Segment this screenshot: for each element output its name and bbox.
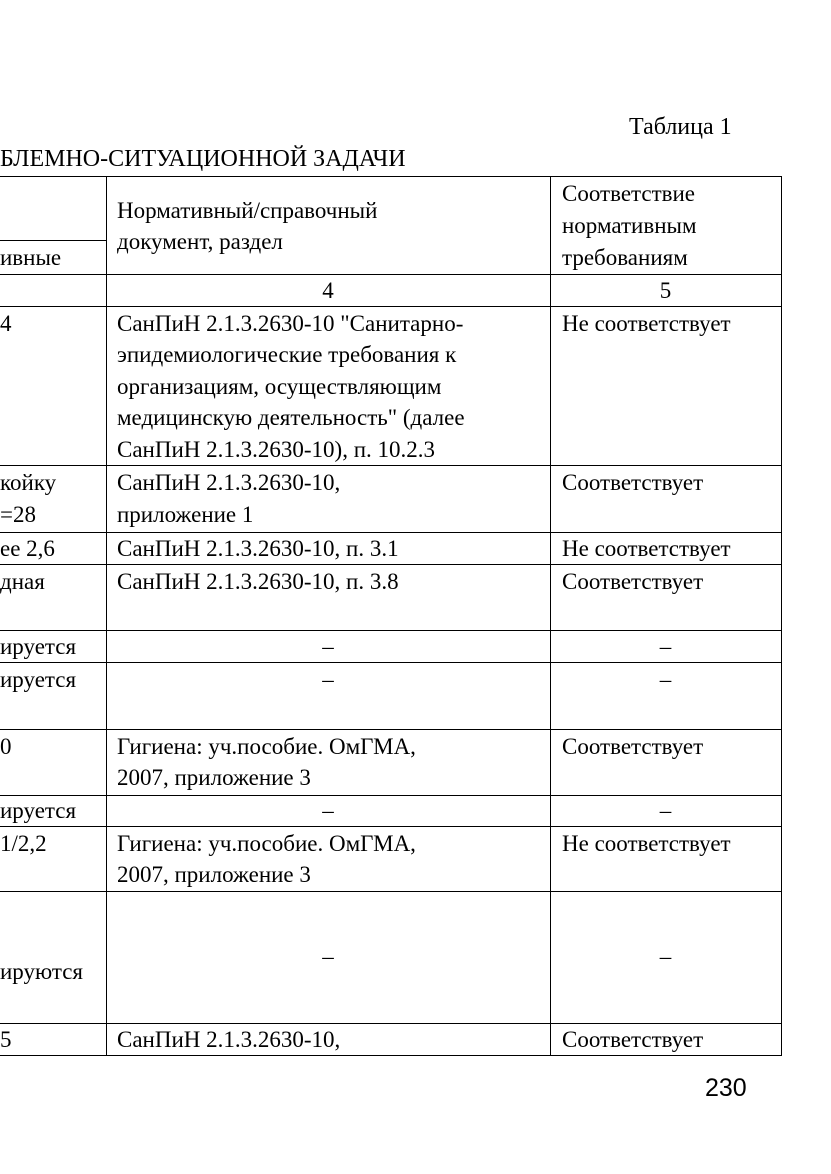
header-compliance-line: требованиям (562, 245, 688, 270)
row-document-dash: – (322, 634, 334, 659)
row-document-line: СанПиН 2.1.3.2630-10, п. 3.1 (117, 536, 399, 561)
row-compliance: Соответствует (562, 569, 704, 594)
table-rule (0, 729, 782, 730)
row-value: койку (0, 470, 57, 495)
row-compliance: Соответствует (562, 734, 704, 759)
header-first-column: ивные (0, 245, 62, 270)
row-document-dash: – (322, 944, 334, 969)
row-document-line: СанПиН 2.1.3.2630-10, п. 3.8 (117, 569, 399, 594)
row-document-line: медицинскую деятельность" (далее (117, 405, 465, 430)
row-value: 5 (0, 1027, 12, 1052)
row-document-line: организациям, осуществляющим (117, 374, 442, 399)
row-document-line: 2007, приложение 3 (117, 862, 311, 887)
header-document-line: документ, раздел (117, 229, 283, 254)
row-document-line: Гигиена: уч.пособие. ОмГМА, (117, 831, 416, 856)
row-value: ируется (0, 667, 77, 692)
row-compliance-dash: – (659, 798, 672, 823)
row-value: ируется (0, 798, 77, 823)
table-heading: БЛЕМНО-СИТУАЦИОННОЙ ЗАДАЧИ (0, 146, 406, 172)
table-rule (550, 176, 551, 1056)
table-rule (0, 176, 782, 177)
table-rule (106, 176, 107, 1056)
table-rule (0, 891, 782, 892)
row-compliance: Не соответствует (562, 536, 731, 561)
row-document-line: СанПиН 2.1.3.2630-10, (117, 470, 341, 495)
row-document-line: СанПиН 2.1.3.2630-10, (117, 1027, 341, 1052)
row-compliance: Не соответствует (562, 311, 731, 336)
row-compliance: Не соответствует (562, 831, 731, 856)
column-number: 5 (659, 278, 672, 303)
row-compliance: Соответствует (562, 470, 704, 495)
row-document-line: Гигиена: уч.пособие. ОмГМА, (117, 734, 416, 759)
page-number: 230 (705, 1074, 747, 1102)
row-document-dash: – (322, 667, 334, 692)
header-document-line: Нормативный/справочный (117, 198, 378, 223)
row-document-line: СанПиН 2.1.3.2630-10), п. 10.2.3 (117, 437, 436, 462)
row-value: дная (0, 569, 45, 594)
table-label: Таблица 1 (629, 114, 732, 140)
header-compliance-line: нормативным (562, 213, 697, 238)
row-document-dash: – (322, 798, 334, 823)
column-number: 4 (322, 278, 334, 303)
row-compliance: Соответствует (562, 1027, 704, 1052)
row-value: ируются (0, 959, 84, 984)
row-document-line: 2007, приложение 3 (117, 765, 311, 790)
row-compliance-dash: – (659, 634, 672, 659)
row-document-line: приложение 1 (117, 502, 254, 527)
row-value: ируется (0, 634, 77, 659)
row-value: =28 (0, 502, 36, 527)
header-compliance-line: Соответствие (562, 181, 695, 206)
table-rule (0, 240, 106, 241)
row-document-line: СанПиН 2.1.3.2630-10 "Санитарно- (117, 311, 464, 336)
table-rule (781, 176, 782, 1056)
row-value: 4 (0, 311, 12, 336)
row-document-line: эпидемиологические требования к (117, 342, 457, 367)
row-compliance-dash: – (659, 667, 672, 692)
row-compliance-dash: – (659, 944, 672, 969)
row-value: 1/2,2 (0, 831, 47, 856)
row-value: ее 2,6 (0, 536, 55, 561)
row-value: 0 (0, 734, 12, 759)
